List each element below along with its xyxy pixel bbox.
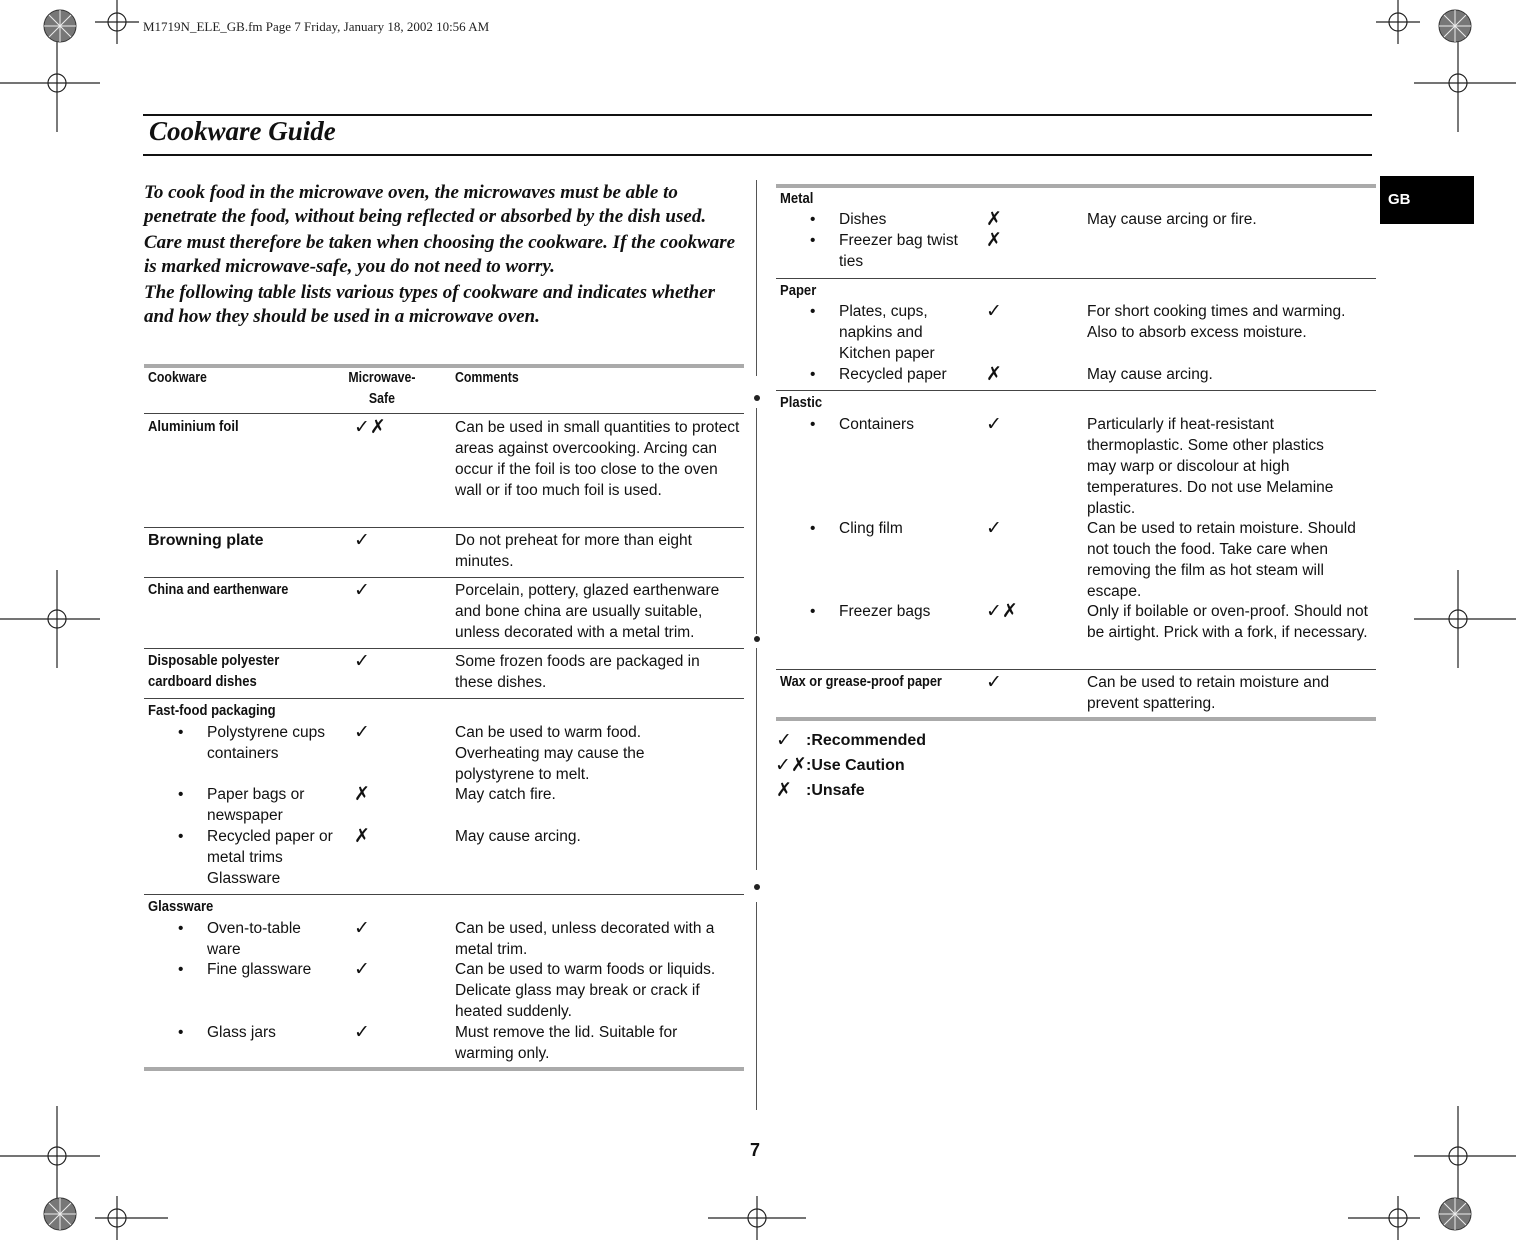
legend-symbol: ✗	[776, 779, 792, 801]
row-comment: Can be used to warm food. Overheating may cause the polystyrene to melt.	[455, 724, 645, 783]
safety-symbol: ✓	[354, 650, 370, 672]
legend-symbol: ✓✗	[775, 754, 807, 776]
list-bullet: •	[178, 1024, 184, 1041]
row-comment: Can be used in small quantities to protect areas against overcooking. Arcing can occur if the foil is too close to the oven wall or if too much foil is used.	[455, 419, 740, 499]
safety-symbol: ✓	[354, 529, 370, 551]
list-item: Polystyrene cups containers	[207, 724, 326, 762]
row-name: Browning plate	[148, 532, 264, 549]
list-bullet: •	[810, 520, 816, 537]
list-bullet: •	[810, 303, 816, 320]
row-comment: May cause arcing or fire.	[1087, 211, 1257, 228]
safety-symbol: ✓	[354, 917, 370, 939]
safety-symbol: ✗	[354, 825, 370, 847]
safety-symbol: ✓	[986, 517, 1002, 539]
safety-symbol: ✓✗	[986, 600, 1018, 622]
row-comment: May catch fire.	[455, 786, 556, 803]
safety-symbol: ✓	[354, 579, 370, 601]
row-category: Plastic	[780, 395, 823, 411]
row-comment: Can be used, unless decorated with a metal trim.	[455, 920, 715, 958]
legend-label: :Unsafe	[806, 782, 865, 799]
header-microwave-safe: Microwave-Safe	[348, 370, 416, 407]
safety-symbol: ✓	[354, 1021, 370, 1043]
safety-symbol: ✗	[986, 229, 1002, 251]
legend-symbol: ✓	[776, 729, 792, 751]
list-item: Paper bags or newspaper	[207, 786, 305, 824]
row-category: Glassware	[148, 899, 214, 915]
row-category: Metal	[780, 191, 814, 207]
list-item: Freezer bag twist ties	[839, 232, 958, 270]
list-bullet: •	[178, 961, 184, 978]
list-bullet: •	[178, 920, 184, 937]
safety-symbol: ✗	[986, 363, 1002, 385]
crosshair-icon	[0, 1106, 100, 1200]
crosshair-icon	[1348, 1196, 1420, 1240]
safety-symbol: ✗	[354, 783, 370, 805]
list-item: Plates, cups, napkins and Kitchen paper	[839, 303, 935, 362]
list-bullet: •	[178, 828, 184, 845]
list-item: Fine glassware	[207, 961, 312, 978]
print-header: M1719N_ELE_GB.fm Page 7 Friday, January 18, 2002 10:56 AM	[143, 19, 490, 34]
row-comment: May cause arcing.	[1087, 366, 1213, 383]
row-category: Paper	[780, 283, 817, 299]
list-bullet: •	[810, 416, 816, 433]
row-comment: Can be used to warm foods or liquids. Delicate glass may break or crack if heated suddenly.	[455, 961, 716, 1020]
row-comment: May cause arcing.	[455, 828, 581, 845]
safety-symbol: ✓	[354, 958, 370, 980]
list-bullet: •	[810, 366, 816, 383]
list-item: Freezer bags	[839, 603, 931, 620]
intro-paragraph: Care must therefore be taken when choosing the cookware. If the cookware is marked microwave-safe, you do not need to worry.	[144, 232, 736, 277]
crosshair-icon	[0, 570, 100, 668]
list-bullet: •	[810, 211, 816, 228]
legend-label: :Use Caution	[806, 757, 905, 774]
crosshair-icon	[1414, 570, 1516, 668]
row-comment: For short cooking times and warming. Also to absorb excess moisture.	[1087, 303, 1346, 341]
page-number: 7	[750, 1140, 761, 1160]
list-item: Oven-to-table ware	[207, 920, 301, 958]
list-item: Glass jars	[207, 1024, 276, 1041]
safety-symbol: ✓	[986, 413, 1002, 435]
safety-symbol: ✓	[986, 300, 1002, 322]
page-title: Cookware Guide	[149, 116, 336, 146]
intro-paragraph: The following table lists various types of cookware and indicates whether and how they should be used in a microwave oven.	[144, 282, 716, 327]
list-item: Containers	[839, 416, 914, 433]
crosshair-icon	[95, 1196, 168, 1240]
row-comment: Porcelain, pottery, glazed earthenware and bone china are usually suitable, unless decorated with a metal trim.	[455, 582, 720, 641]
row-category: Fast-food packaging	[148, 703, 276, 719]
crosshair-icon	[1414, 40, 1516, 132]
crosshair-icon	[708, 1196, 806, 1240]
crosshair-icon	[1414, 1106, 1516, 1200]
row-comment: Can be used to retain moisture. Should not touch the food. Take care when removing the film as hot steam will escape.	[1087, 520, 1356, 600]
row-comment: Only if boilable or oven-proof. Should not be airtight. Prick with a fork, if necessary.	[1087, 603, 1368, 641]
list-item: Recycled paper	[839, 366, 947, 383]
crosshair-icon	[95, 0, 139, 44]
intro-paragraph: To cook food in the microwave oven, the microwaves must be able to penetrate the food, without being reflected or absorbed by the dish used.	[144, 182, 707, 227]
row-comment: Do not preheat for more than eight minutes.	[455, 532, 692, 570]
list-bullet: •	[178, 786, 184, 803]
row-comment: Particularly if heat-resistant thermoplastic. Some other plastics may warp or discolour at high temperatures. Do not use Melamine plastic.	[1087, 416, 1334, 517]
list-bullet: •	[810, 603, 816, 620]
list-bullet: •	[178, 724, 184, 741]
list-item: Recycled paper or metal trims Glassware	[207, 828, 333, 887]
legend-label: :Recommended	[806, 732, 927, 749]
header-cookware: Cookware	[148, 370, 207, 386]
row-comment: Must remove the lid. Suitable for warming only.	[455, 1024, 678, 1062]
safety-symbol: ✓	[986, 671, 1002, 693]
safety-symbol: ✓	[354, 721, 370, 743]
safety-symbol: ✓✗	[354, 416, 386, 438]
row-name: China and earthenware	[148, 582, 289, 598]
crosshair-icon	[1376, 0, 1420, 44]
list-item: Cling film	[839, 520, 903, 537]
row-comment: Some frozen foods are packaged in these dishes.	[455, 653, 700, 691]
list-item: Dishes	[839, 211, 887, 228]
row-comment: Can be used to retain moisture and prevent spattering.	[1087, 674, 1330, 712]
header-comments: Comments	[455, 370, 519, 386]
list-bullet: •	[810, 232, 816, 249]
language-tab: GB	[1380, 176, 1474, 224]
row-name: Aluminium foil	[148, 419, 239, 435]
crosshair-icon	[0, 40, 100, 132]
row-name: Wax or grease-proof paper	[780, 674, 942, 690]
row-name: Disposable polyester cardboard dishes	[148, 653, 280, 690]
safety-symbol: ✗	[986, 208, 1002, 230]
